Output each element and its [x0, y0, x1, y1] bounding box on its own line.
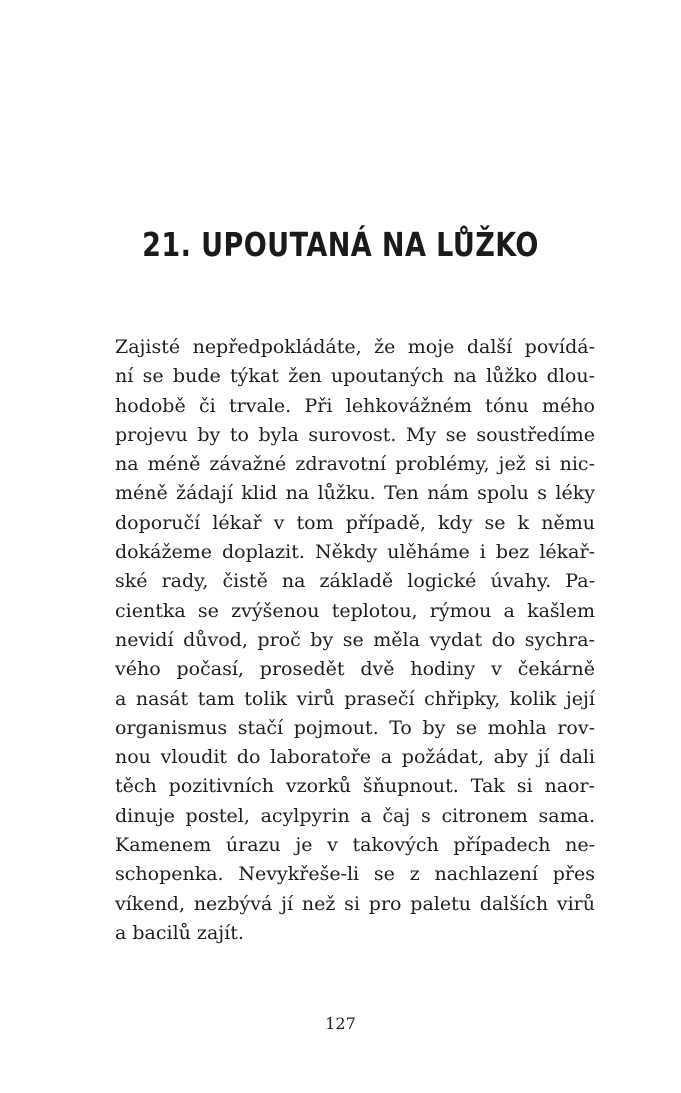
text-line: nou vloudit do laboratoře a požádat, aby jí dali: [115, 746, 595, 769]
text-line: ské rady, čistě na základě logické úvahy. Pa-: [115, 570, 595, 593]
text-line: a bacilů zajít.: [115, 921, 244, 944]
text-line: cientka se zvýšenou teplotou, rýmou a kašlem: [115, 599, 595, 622]
chapter-title: 21. UPOUTANÁ NA LŮŽKO: [142, 225, 539, 264]
page-number: 127: [325, 1014, 356, 1033]
text-line: dinuje postel, acylpyrin a čaj s citronem sama.: [115, 804, 595, 827]
text-line: a nasát tam tolik virů prasečí chřipky, kolik její: [115, 687, 595, 710]
text-line: víkend, nezbývá jí než si pro paletu dalších virů: [115, 892, 595, 915]
text-line: Kamenem úrazu je v takových případech ne-: [115, 834, 595, 857]
body-paragraph: [115, 333, 595, 948]
text-line: schopenka. Nevykřeše-li se z nachlazení přes: [115, 863, 595, 886]
text-line: ní se bude týkat žen upoutaných na lůžko dlou-: [115, 365, 595, 388]
text-line: nevidí důvod, proč by se měla vydat do sychra-: [115, 628, 595, 651]
text-line: doporučí lékař v tom případě, kdy se k němu: [115, 511, 595, 534]
text-line: organismus stačí pojmout. To by se mohla rov-: [115, 716, 595, 739]
text-line: projevu by to byla surovost. My se soustředíme: [115, 423, 595, 446]
text-line: na méně závažné zdravotní problémy, jež si nic-: [115, 453, 595, 476]
text-line: vého počasí, prosedět dvě hodiny v čekárně: [115, 658, 595, 681]
text-line: těch pozitivních vzorků šňupnout. Tak si naor-: [115, 775, 595, 798]
text-line: hodobě či trvale. Při lehkovážném tónu mého: [115, 394, 595, 417]
text-line: méně žádají klid na lůžku. Ten nám spolu s léky: [115, 482, 595, 505]
text-line: dokážeme doplazit. Někdy ulěháme i bez lékař-: [115, 541, 595, 564]
text-line: Zajisté nepředpokládáte, že moje další povídá-: [115, 336, 595, 358]
